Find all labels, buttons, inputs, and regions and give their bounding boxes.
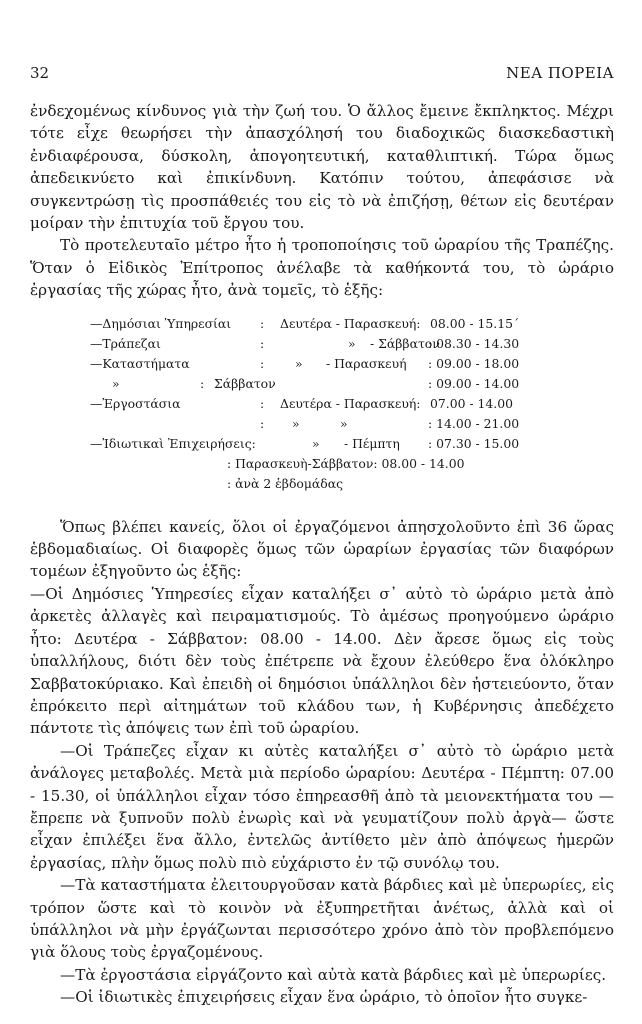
separator: : [260, 335, 265, 351]
ditto-mark: » [112, 375, 120, 391]
paragraph: —Οἱ ἰδιωτικὲς ἐπιχειρήσεις εἶχαν ἕνα ὡράριο, τὸ ὁποῖον ἦτο συγκε- [60, 988, 588, 1007]
hours-cell: 07.00 - 14.00 [430, 395, 514, 411]
ditto-mark: » [340, 415, 348, 431]
hours-cell: 08.00 - 15.15΄ [430, 315, 520, 331]
ditto-mark: » [295, 355, 303, 371]
table-row [30, 414, 614, 434]
sector-cell: —Ἐργοστάσια [90, 395, 181, 411]
paragraph: Τὸ προτελευταῖο μέτρο ἦτο ἡ τροποποίησις τοῦ ὡραρίου τῆς Τραπέζης. Ὅταν ὁ Εἰδικὸς Ἐπίτροπος ἀνέλαβε τὰ καθήκοντά του, τὸ ὡράριο ἐργασίας τῆς χώρας ἦτο, ἀνὰ τομεῖς, τὸ ἑξῆς: [30, 236, 614, 300]
ditto-mark: » [292, 415, 300, 431]
hours-cell: : 09.00 - 14.00 [428, 375, 520, 391]
table-continuation: : ἀνὰ 2 ἑβδομάδας [227, 475, 344, 491]
separator: : [260, 395, 265, 411]
page-body [30, 100, 614, 1009]
paragraph: —Οἱ Δημόσιες Ὑπηρεσίες εἶχαν καταλήξει σ᾽ αὐτὸ τὸ ὡράριο μετὰ ἀπὸ ἀρκετὲς ἀλλαγὲς καὶ πειραματισμούς. Τὸ ἀμέσως προηγούμενο ὡράριο ἦτο: Δευτέρα - Σάββατον: 08.00 - 14.00. Δὲν ἄρεσε ὅμως εἰς τοὺς ὑπαλλήλους, διότι δὲν τοὺς ἐπέτρεπε νὰ ἔχουν ἐλεύθερο ἕνα ὁλόκληρο Σαββατοκύριακο. Καὶ ἐπειδὴ οἱ δημόσιοι ὑπάλληλοι δὲν ἠστειεύοντο, ὅταν ἐπρόκειτο περὶ αἰτημάτων τοῦ κλάδου των, ἡ Κυβέρνησις ἀπεδέχετο πάντοτε τὶς ἀπόψεις των ἐπὶ τοῦ ὡραρίου. [30, 584, 614, 738]
page-header [30, 64, 614, 88]
days-cell: - Παρασκευή [326, 355, 407, 371]
separator: : [260, 415, 265, 431]
table-row [30, 374, 614, 394]
paragraph: —Τὰ καταστήματα ἐλειτουργοῦσαν κατὰ βάρδιες καὶ μὲ ὑπερωρίες, εἰς τρόπον ὥστε καὶ τὸ κοινὸν νὰ ἐξυπηρετῆται ἀνέτως, ἀλλὰ καὶ οἱ ὑπάλληλοι νὰ μὴν ἐργάζωνται περισσότερο χρόνο ἀπὸ τὸν προβλεπόμενο γιὰ ὅλους τοὺς ἐργαζομένους. [30, 876, 614, 962]
page-number: 32 [30, 64, 50, 82]
paragraph: ἐνδεχομένως κίνδυνος γιὰ τὴν ζωή του. Ὁ ἄλλος ἔμεινε ἔκπληκτος. Μέχρι τότε εἶχε θεωρήσει τὴν ἀπασχόλησή του διαδοχικῶς διασκεδαστικὴ ἐνδιαφέρουσα, δύσκολη, ἀπογοητευτική, καταθλιπτική. Τώρα ὅμως ἀπεδεικνύετο καὶ ἐπικίνδυνη. Κατόπιν τούτου, ἀπεφάσισε νὰ συγκεντρώσῃ τὶς προσπάθειές του εἰς τὸ νὰ ἐπιζήσῃ, θέτων εἰς δευτέραν μοίραν τὴν ἐπιτυχία τοῦ ἔργου του. [30, 102, 614, 233]
sector-cell: —Τράπεζαι [90, 335, 161, 351]
table-row [30, 394, 614, 414]
days-cell: - Πέμπτη [344, 435, 400, 451]
days-cell: Δευτέρα - Παρασκευή: [280, 315, 421, 331]
ditto-mark: » [312, 435, 320, 451]
days-cell: Δευτέρα - Παρασκευή: [280, 395, 421, 411]
paragraph: Ὅπως βλέπει κανείς, ὅλοι οἱ ἐργαζόμενοι ἀπησχολοῦντο ἐπὶ 36 ὥρας ἑβδομαδιαίως. Οἱ διαφορὲς ὅμως τῶν ὡραρίων ἐργασίας τῶν διαφόρων τομέων ἐξηγοῦντο ὡς ἑξῆς: [30, 517, 614, 581]
table-row [30, 354, 614, 374]
table-continuation: : Παρασκευὴ-Σάββατον: 08.00 - 14.00 [227, 455, 465, 471]
work-hours-table [30, 314, 614, 494]
table-row [30, 434, 614, 454]
hours-cell: : 07.30 - 15.00 [428, 435, 520, 451]
hours-cell: : 08.30 - 14.30 [428, 335, 520, 351]
sector-cell: —Ἰδιωτικαὶ Ἐπιχειρήσεις: [90, 435, 256, 451]
paragraph: —Οἱ Τράπεζες εἶχαν κι αὐτὲς καταλήξει σ᾽ αὐτὸ τὸ ὡράριο μετὰ ἀνάλογες μεταβολές. Μετὰ μιὰ περίοδο ὡραρίου: Δευτέρα - Πέμπτη: 07.00 - 15.30, οἱ ὑπάλληλοι εἶχαν τόσο ἐπηρεασθῆ ἀπὸ τὰ μειονεκτήματα του —ἔπρεπε νὰ ξυπνοῦν πολὺ ἐνωρὶς καὶ νὰ γευματίζουν πολὺ ἀργὰ— ὥστε εἶχαν ἐπιλέξει ἕνα ἄλλο, ἐντελῶς ἀντίθετο μὲν ἀπὸ ἀπόψεως ἡμερῶν ἐργασίας, πλὴν ὅμως πολὺ πιὸ εὐχάριστο ἐν τῷ συνόλῳ του. [30, 741, 614, 872]
running-title: ΝΕΑ ΠΟΡΕΙΑ [506, 64, 614, 82]
spacer [30, 506, 614, 516]
separator: : [260, 355, 265, 371]
ditto-mark: » [348, 335, 356, 351]
hours-cell: : 09.00 - 18.00 [428, 355, 520, 371]
hours-cell: : 14.00 - 21.00 [428, 415, 520, 431]
sector-cell: —Δημόσιαι Ὑπηρεσίαι [90, 315, 232, 331]
days-cell: Σάββατον [214, 375, 276, 391]
days-cell: - Σάββατον [370, 335, 440, 351]
table-row [30, 334, 614, 354]
sector-cell: —Καταστήματα [90, 355, 190, 371]
separator: : [200, 375, 205, 391]
separator: : [260, 315, 265, 331]
table-row [30, 314, 614, 334]
paragraph: —Τὰ ἐργοστάσια εἰργάζοντο καὶ αὐτὰ κατὰ βάρδιες καὶ μὲ ὑπερωρίες. [60, 965, 607, 984]
